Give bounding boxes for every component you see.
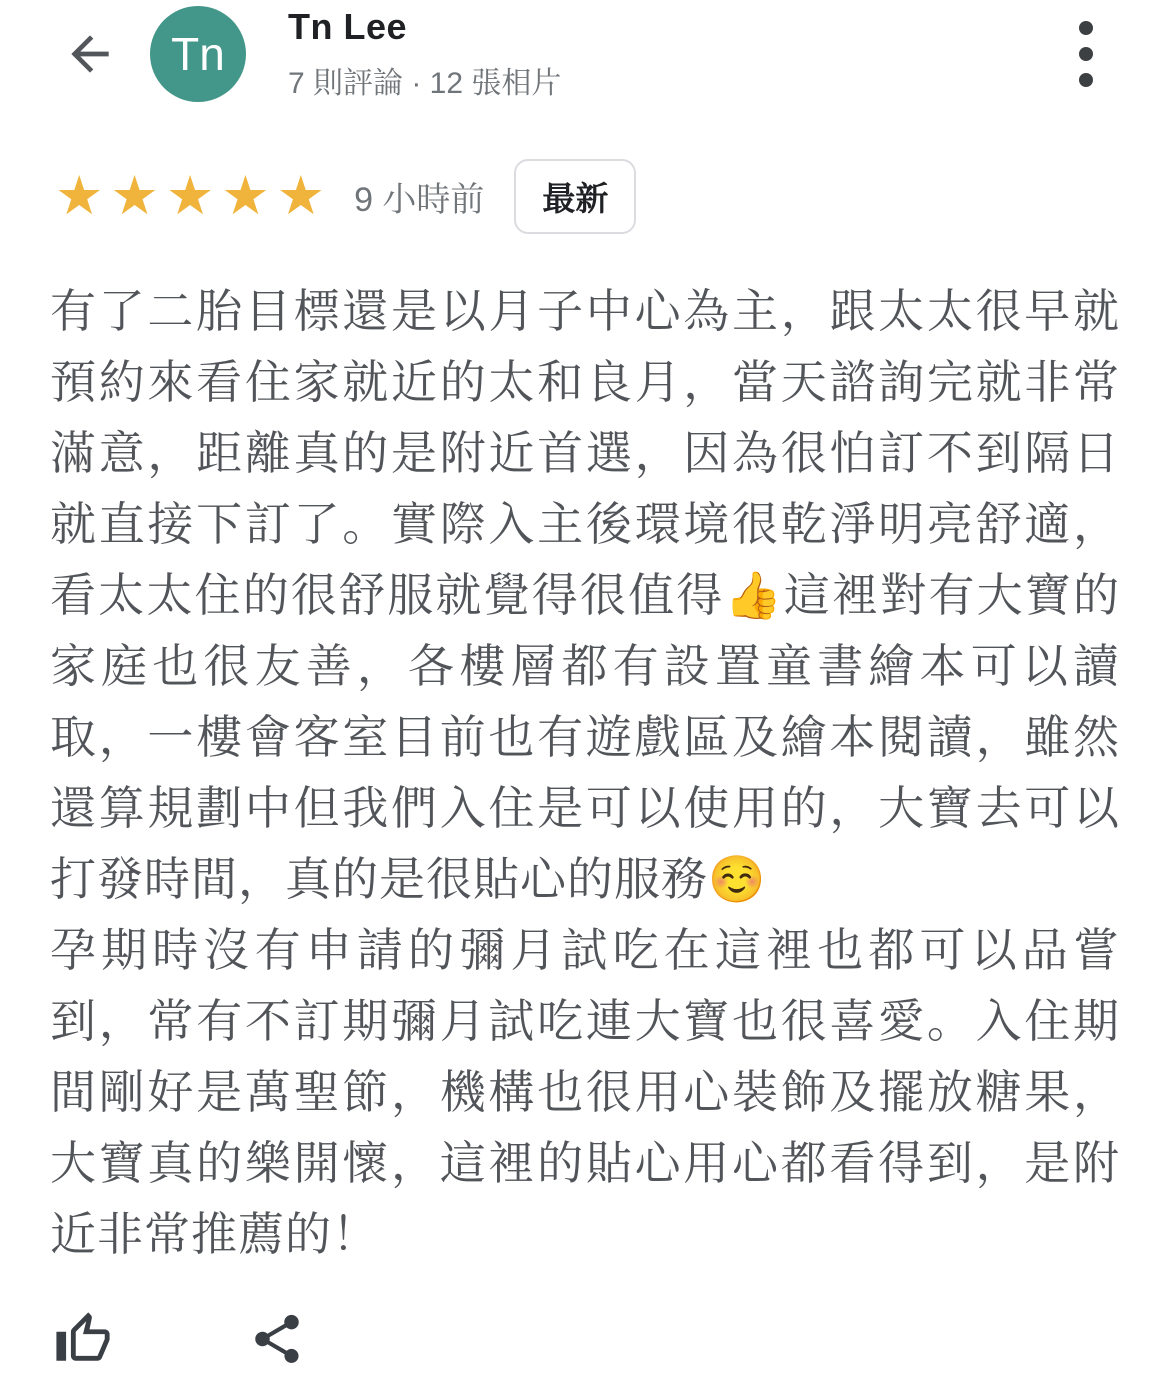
star-rating: ★★★★★ (55, 166, 333, 226)
three-dot-menu-icon (1078, 18, 1094, 90)
reviewer-info (288, 6, 1054, 102)
share-button[interactable] (246, 1308, 308, 1370)
reviewer-name: Tn Lee (288, 6, 408, 47)
arrow-left-icon (62, 26, 118, 82)
review-meta-row (0, 158, 1170, 234)
thumb-up-icon (54, 1310, 112, 1368)
review-paragraph-1: 有了二胎目標還是以月子中心為主，跟太太很早就預約來看住家就近的太和良月，當天諮詢完就非常滿意，距離真的是附近首選，因為很怕訂不到隔日就直接下訂了。實際入主後環境很乾淨明亮舒適，看太太住的很舒服就覺得很值得👍這裡對有大寶的家庭也很友善，各樓層都有設置童書繪本可以讀取，一樓會客室目前也有遊戲區及繪本閱讀，雖然還算規劃中但我們入住是可以使用的，大寶去可以打發時間，真的是很貼心的服務☺️ (50, 285, 1120, 905)
avatar-initials: Tn (171, 28, 225, 80)
share-icon (248, 1310, 306, 1368)
action-bar (0, 1308, 308, 1370)
overflow-menu-button[interactable] (1054, 14, 1118, 94)
back-button[interactable] (58, 22, 122, 86)
review-text (0, 276, 1170, 1270)
avatar[interactable] (150, 6, 246, 102)
header (0, 0, 1170, 108)
latest-badge: 最新 (514, 159, 636, 234)
reviewer-stats: 7 則評論 · 12 張相片 (288, 67, 562, 100)
review-paragraph-2: 孕期時沒有申請的彌月試吃在這裡也都可以品嘗到，常有不訂期彌月試吃連大寶也很喜愛。入住期間剛好是萬聖節，機構也很用心裝飾及擺放糖果，大寶真的樂開懷，這裡的貼心用心都看得到，是附近非常推薦的！ (50, 924, 1120, 1260)
like-button[interactable] (52, 1308, 114, 1370)
review-timestamp: 9 小時前 (354, 180, 485, 219)
